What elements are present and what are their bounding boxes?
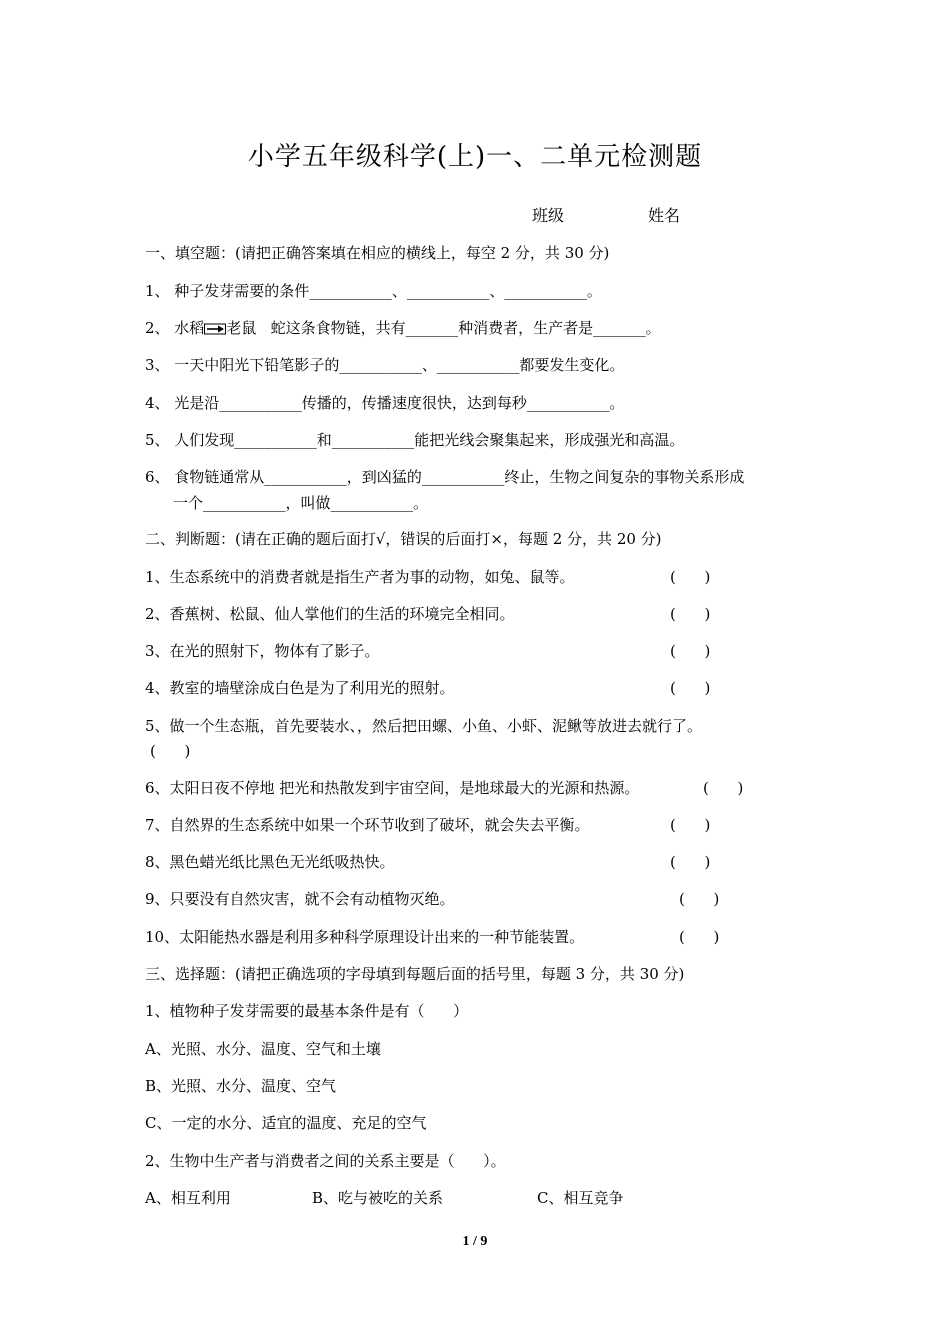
answer-paren: ( ) <box>670 853 711 871</box>
choice-q2-option-b: B、吃与被吃的关系 <box>312 1189 444 1207</box>
fill-q2 <box>145 318 661 338</box>
answer-paren: ( ) <box>150 742 191 760</box>
choice-q1-option-b: B、光照、水分、温度、空气 <box>145 1077 337 1095</box>
answer-paren: ( ) <box>679 928 720 946</box>
answer-paren: ( ) <box>670 679 711 697</box>
judge-item-9: 9、只要没有自然灾害，就不会有动植物灭绝。 <box>145 890 455 908</box>
answer-paren: ( ) <box>670 568 711 586</box>
fill-q5: 5、 人们发现___________和___________能把光线会聚集起来，形成强光和高温。 <box>145 431 685 449</box>
fill-q3: 3、 一天中阳光下铅笔影子的___________、___________都要发生变化。 <box>145 356 625 374</box>
class-label: 班级 <box>532 206 565 225</box>
choice-q2-option-a: A、相互利用 <box>145 1189 231 1207</box>
section2-heading: 二、判断题：(请在正确的题后面打√，错误的后面打×，每题 2 分，共 20 分) <box>145 530 662 548</box>
choice-q2: 2、生物中生产者与消费者之间的关系主要是（ ）。 <box>145 1152 506 1170</box>
arrow-icon <box>204 323 226 335</box>
choice-q2-option-c: C、相互竞争 <box>537 1189 624 1207</box>
answer-paren: ( ) <box>703 779 744 797</box>
fill-q1: 1、 种子发芽需要的条件___________、___________、___________。 <box>145 282 602 300</box>
fill-q4: 4、 光是沿___________传播的，传播速度很快，达到每秒___________。 <box>145 394 625 412</box>
answer-paren: ( ) <box>670 605 711 623</box>
fill-q6-line1: 6、 食物链通常从___________，到凶猛的___________终止，生物之间复杂的事物关系形成 <box>145 468 745 486</box>
judge-item-7: 7、自然界的生态系统中如果一个环节收到了破坏，就会失去平衡。 <box>145 816 590 834</box>
judge-item-1: 1、生态系统中的消费者就是指生产者为事的动物，如兔、鼠等。 <box>145 568 575 586</box>
page-title: 小学五年级科学(上)一、二单元检测题 <box>247 142 703 172</box>
name-label: 姓名 <box>648 206 681 225</box>
judge-item-5: 5、做一个生态瓶，首先要装水、，然后把田螺、小鱼、小虾、泥鳅等放进去就行了。 <box>145 717 703 735</box>
page-number: 1 / 9 <box>462 1234 488 1249</box>
choice-q1: 1、植物种子发芽需要的最基本条件是有（ ） <box>145 1002 469 1020</box>
judge-item-3: 3、在光的照射下，物体有了影子。 <box>145 642 380 660</box>
answer-paren: ( ) <box>670 816 711 834</box>
fill-q2-prefix: 2、 水稻 <box>145 319 205 337</box>
judge-item-8: 8、黑色蜡光纸比黑色无光纸吸热快。 <box>145 853 395 871</box>
judge-item-4: 4、教室的墙壁涂成白色是为了利用光的照射。 <box>145 679 455 697</box>
answer-paren: ( ) <box>679 890 720 908</box>
choice-q1-option-a: A、光照、水分、温度、空气和土壤 <box>145 1040 381 1058</box>
judge-item-10: 10、太阳能热水器是利用多种科学原理设计出来的一种节能装置。 <box>145 928 585 946</box>
judge-item-2: 2、香蕉树、松鼠、仙人掌他们的生活的环境完全相同。 <box>145 605 515 623</box>
answer-paren: ( ) <box>670 642 711 660</box>
judge-item-6: 6、太阳日夜不停地 把光和热散发到宇宙空间，是地球最大的光源和热源。 <box>145 779 640 797</box>
fill-q6-line2: 一个___________，叫做___________。 <box>173 494 429 512</box>
choice-q1-option-c: C、一定的水分、适宜的温度、充足的空气 <box>145 1114 427 1132</box>
section3-heading: 三、选择题：(请把正确选项的字母填到每题后面的括号里，每题 3 分，共 30 分) <box>145 965 685 983</box>
section1-heading: 一、填空题：(请把正确答案填在相应的横线上，每空 2 分，共 30 分) <box>145 244 610 262</box>
fill-q2-suffix: 老鼠 蛇这条食物链，共有_______种消费者，生产者是_______。 <box>226 319 661 337</box>
